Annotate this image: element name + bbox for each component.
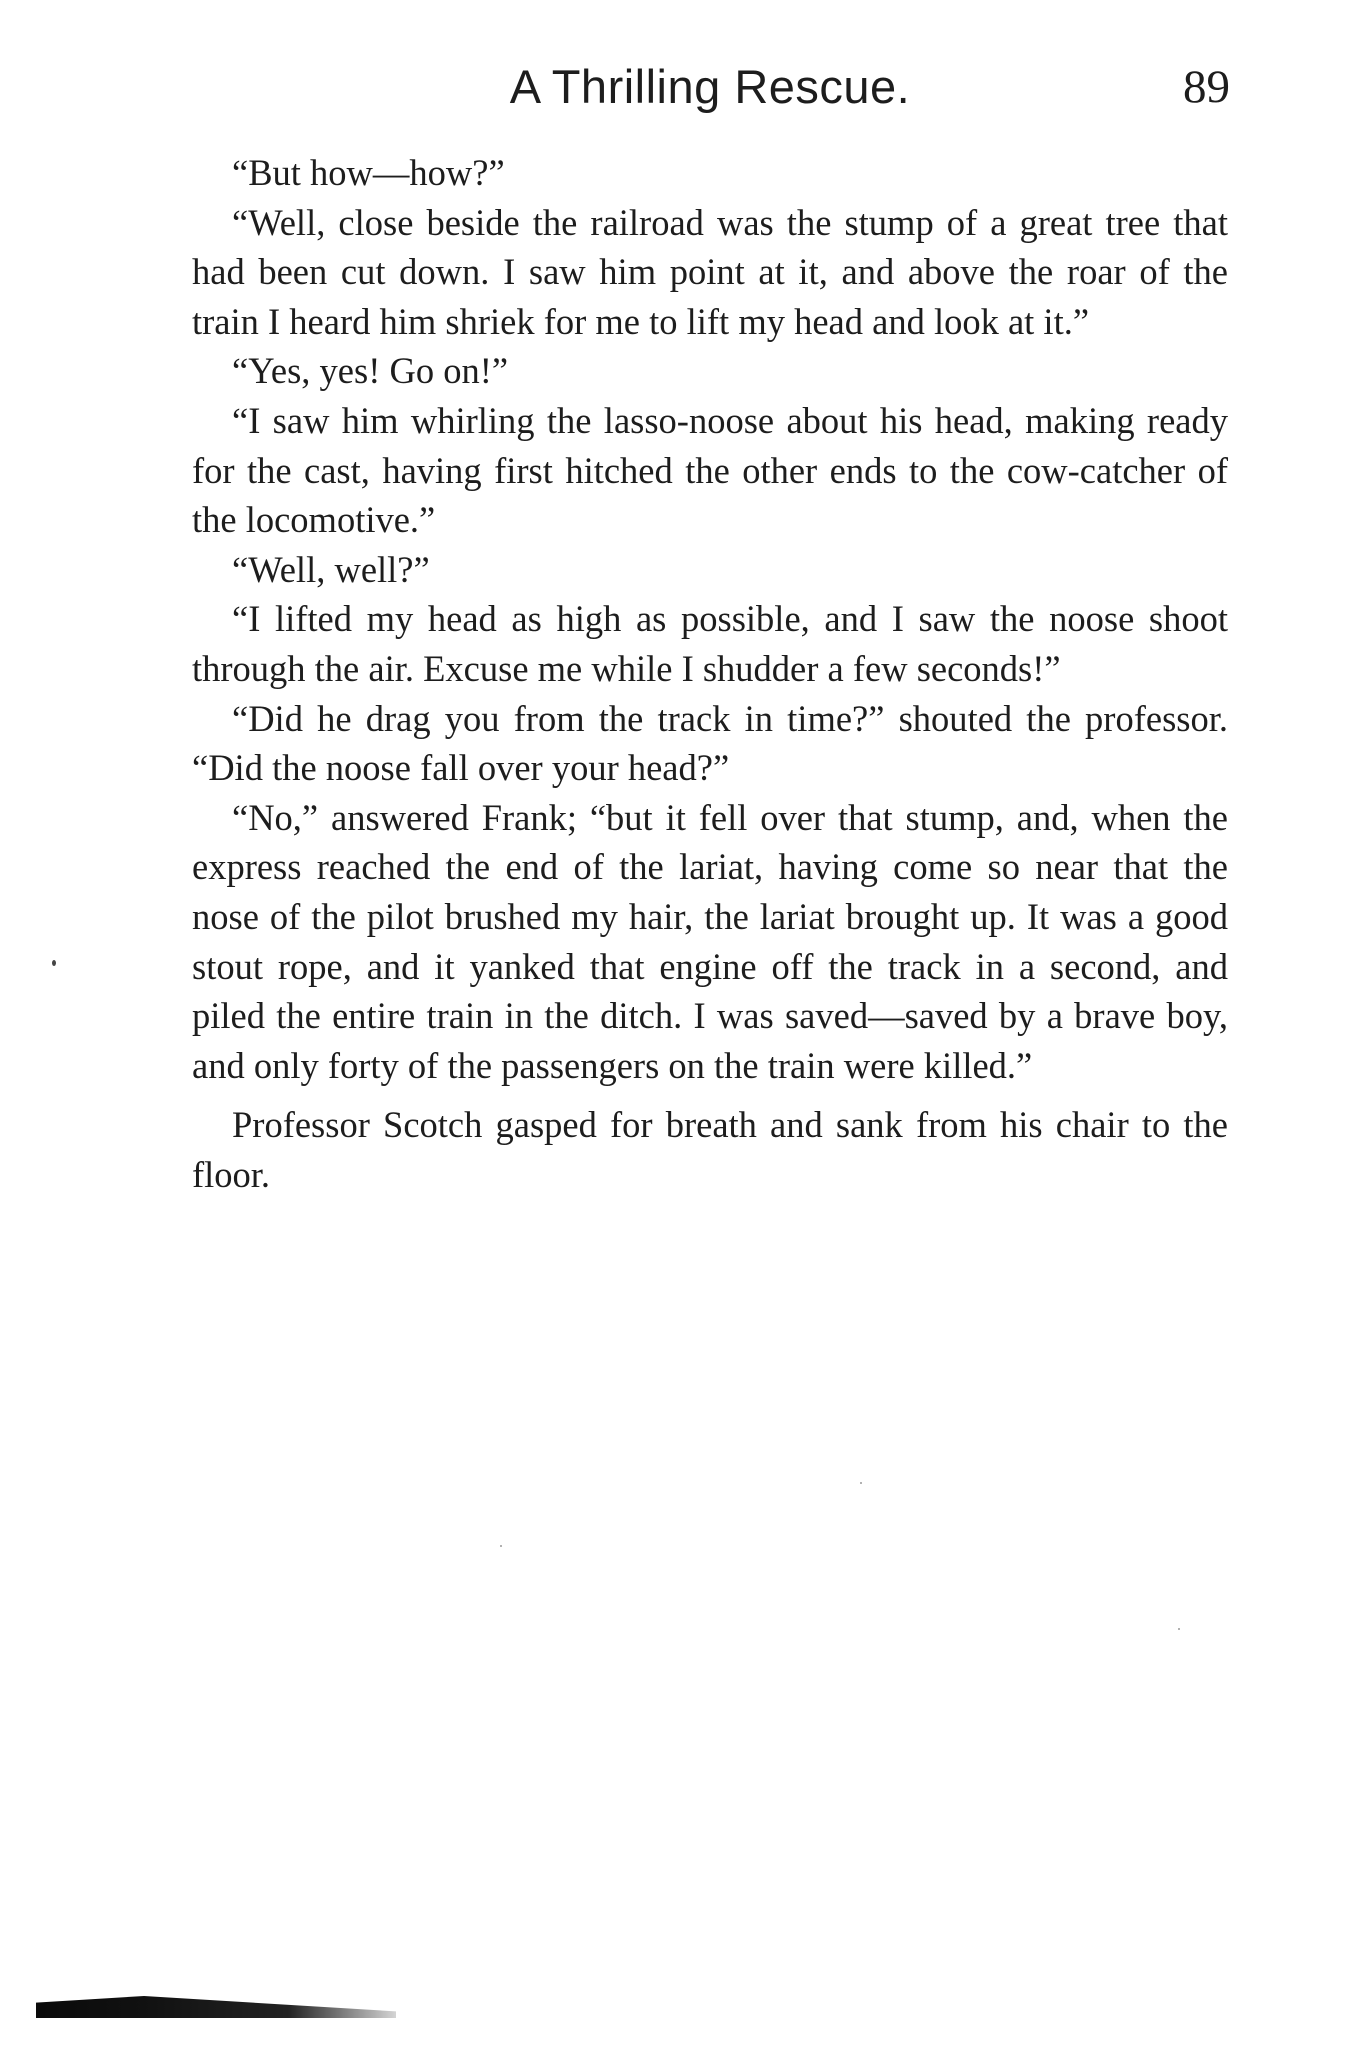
body-text	[192, 148, 1228, 1199]
paragraph: “Yes, yes! Go on!”	[232, 350, 509, 392]
scan-edge-mark	[36, 1996, 396, 2018]
paragraph: “But how—how?”	[232, 152, 505, 193]
scan-speck	[860, 1482, 862, 1484]
scan-speck	[500, 1545, 502, 1547]
paragraph: “Did he drag you from the track in time?” shouted the professor. “Did the noose fall over your head?”	[192, 697, 1228, 789]
paragraph: “No,” answered Frank; “but it fell over that stump, and, when the express reached the end of the lariat, having come so near that the nose of the pilot brushed my hair, the lariat brought up. It was a good stout rope, and it yanked that engine off the track in a second, and piled the entire train in the ditch. I was saved—saved by a brave boy, and only forty of the passengers on the train were killed.”	[192, 796, 1228, 1086]
paragraph: Professor Scotch gasped for breath and sank from his chair to the floor.	[192, 1104, 1228, 1195]
paragraph: “I saw him whirling the lasso-noose about his head, making ready for the cast, having first hitched the other ends to the cow-catcher of the locomotive.”	[192, 399, 1228, 541]
paragraph: “Well, well?”	[232, 548, 430, 590]
paragraph: “Well, close beside the railroad was the stump of a great tree that had been cut down. I saw him point at it, and above the roar of the train I heard him shriek for me to lift my head and look at it.”	[192, 201, 1228, 342]
scan-speck	[1178, 1628, 1180, 1630]
paragraph: “I lifted my head as high as possible, and I saw the noose shoot through the air. Excuse me while I shudder a few seconds!”	[192, 598, 1228, 689]
running-title: A Thrilling Rescue.	[509, 60, 911, 113]
page-number: 89	[1183, 61, 1230, 113]
scan-speck	[52, 960, 56, 966]
running-head	[190, 52, 1230, 122]
